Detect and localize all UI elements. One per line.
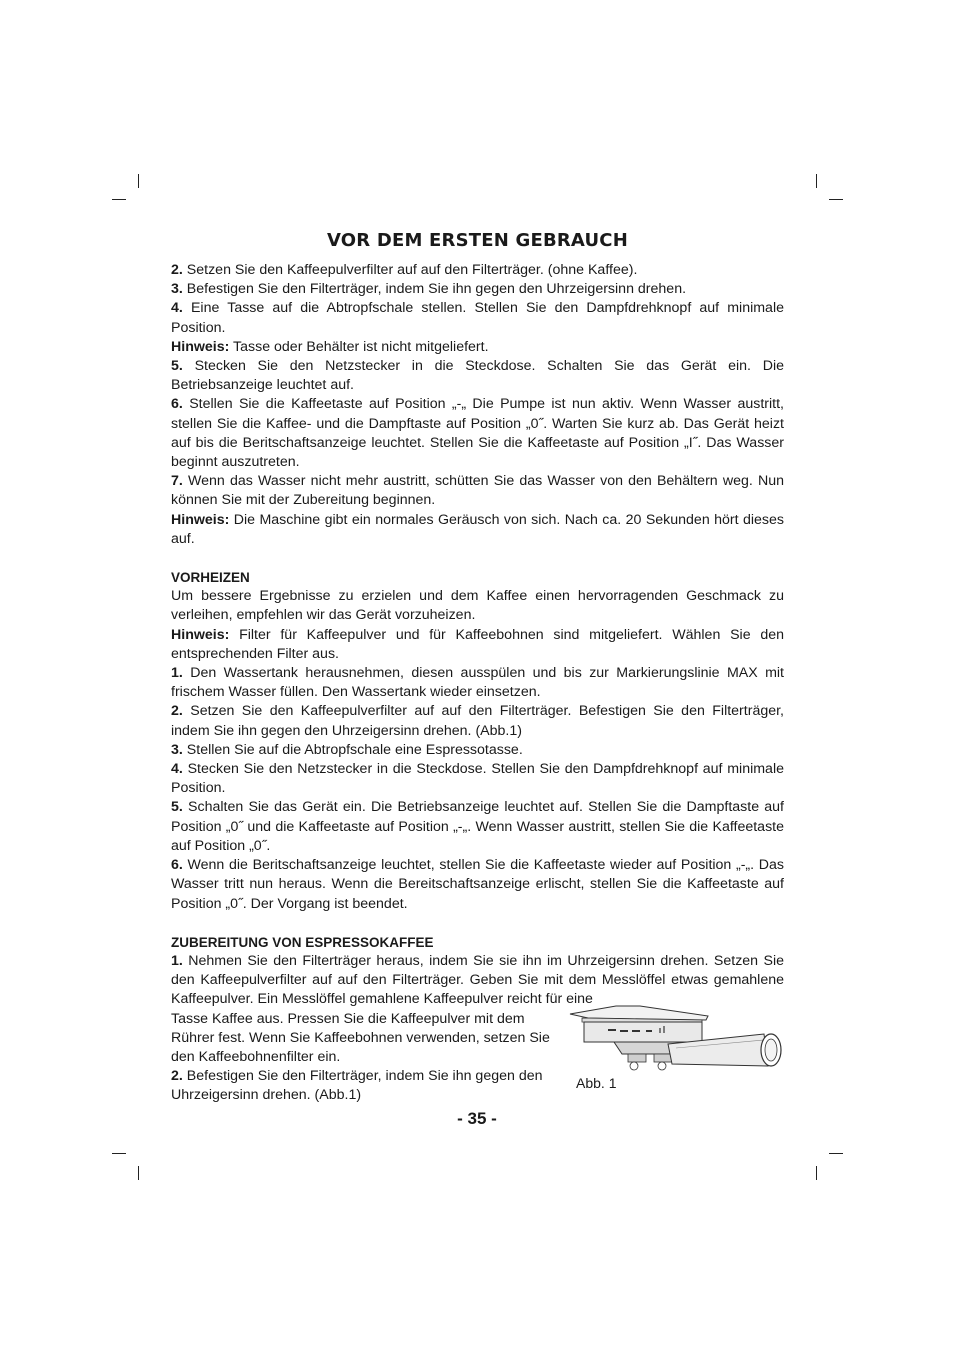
crop-mark [816,1166,817,1180]
main-content [171,261,784,1106]
list-item: 3. Befestigen Sie den Filterträger, indem Sie ihn gegen den Uhrzeigersinn drehen. [171,281,687,298]
page-number: - 35 - [457,1109,497,1128]
note: Hinweis: Die Maschine gibt ein normales Geräusch von sich. Nach ca. 20 Sekunden hört dieses auf. [171,511,784,547]
espresso-section [171,933,784,1106]
preheat-section [171,568,784,914]
wrapped-text [171,1010,556,1106]
list-item: 2. Setzen Sie den Kaffeepulverfilter auf auf den Filterträger. (ohne Kaffee). [171,262,638,278]
page-title: VOR DEM ERSTEN GEBRAUCH [326,230,628,251]
crop-mark [138,174,139,188]
list-item: 5. Stecken Sie den Netzstecker in die Steckdose. Schalten Sie das Gerät ein. Die Betriebsanzeige leuchtet auf. [171,358,784,394]
list-item: 2. Setzen Sie den Kaffeepulverfilter auf auf den Filterträger. Befestigen Sie den Filterträger, indem Sie ihn gegen den Uhrzeigersinn drehen. (Abb.1) [171,703,784,739]
section-heading: VORHEIZEN [171,570,250,586]
figure [568,1010,784,1106]
list-item: 6. Stellen Sie die Kaffeetaste auf Position „-„ Die Pumpe ist nun aktiv. Wenn Wasser austritt, stellen Sie die Kaffee- und die Dampftaste auf Position „0˝. Warten Sie kurz ab. Das Gerät heizt auf bis die Beritschaftsanzeige leuchtet. Stellen Sie die Kaffeetaste auf Position „I˝. Das Wasser beginnt auszutreten. [171,396,784,471]
list-item: 6. Wenn die Beritschaftsanzeige leuchtet, stellen Sie die Kaffeetaste wieder auf Position „-„. Das Wasser tritt nun heraus. Wenn die Bereitschaftsanzeige erlischt, stellen Sie die Kaffeetaste auf Position „0˝. Der Vorgang ist beendet. [171,857,784,912]
note: Hinweis: Filter für Kaffeepulver und für Kaffeebohnen sind mitgeliefert. Wählen Sie den entsprechenden Filter aus. [171,626,784,662]
list-item: 7. Wenn das Wasser nicht mehr austritt, schütten Sie das Wasser von den Behältern weg. Nun können Sie mit der Zubereitung beginnen. [171,473,784,509]
crop-mark [829,199,843,200]
list-item: 1. Den Wassertank herausnehmen, diesen ausspülen und bis zur Markierungslinie MAX mit frischem Wasser füllen. Den Wassertank wieder einsetzen. [171,665,784,701]
crop-mark [816,174,817,188]
note: Hinweis: Tasse oder Behälter ist nicht mitgeliefert. [171,338,489,355]
crop-mark [112,1153,126,1154]
list-item: 4. Stecken Sie den Netzstecker in die Steckdose. Stellen Sie den Dampfdrehknopf auf minimale Position. [171,761,784,797]
first-use-list [171,261,784,549]
list-item-continued: Tasse Kaffee aus. Pressen Sie die Kaffeepulver mit dem Rührer fest. Wenn Sie Kaffeebohnen verwenden, setzen Sie den Kaffeebohnenfilter ein. [171,1010,550,1065]
list-item: 1. Nehmen Sie den Filterträger heraus, indem Sie sie ihn im Uhrzeigersinn drehen. Setzen Sie den Kaffeepulverfilter auf auf den Filterträger. Geben Sie mit dem Messlöffel etwas gemahlene Kaffeepulver. Ein Messlöffel gemahlene Kaffeepulver reicht für eine [171,952,784,1008]
list-item: 3. Stellen Sie auf die Abtropfschale eine Espressotasse. [171,741,523,758]
portafilter-illustration [568,1004,784,1076]
list-item: 2. Befestigen Sie den Filterträger, indem Sie ihn gegen den Uhrzeigersinn drehen. (Abb.1) [171,1068,543,1104]
figure-caption: Abb. 1 [576,1074,617,1091]
figure-wrap [171,1010,784,1106]
crop-mark [829,1153,843,1154]
section-heading: ZUBEREITUNG VON ESPRESSOKAFFEE [171,934,434,950]
list-item: 4. Eine Tasse auf die Abtropfschale stellen. Stellen Sie den Dampfdrehknopf auf minimale Position. [171,300,784,336]
section-intro: Um bessere Ergebnisse zu erzielen und dem Kaffee einen hervorragenden Geschmack zu verleihen, empfehlen wir das Gerät vorzuheizen. [171,588,784,624]
list-item: 5. Schalten Sie das Gerät ein. Die Betriebsanzeige leuchtet auf. Stellen Sie die Dampftaste auf Position „0˝ und die Kaffeetaste auf Position „-„. Wenn Wasser austritt, stellen Sie die Kaffeetaste auf Position „0˝. [171,799,784,854]
crop-mark [138,1166,139,1180]
crop-mark [112,199,126,200]
